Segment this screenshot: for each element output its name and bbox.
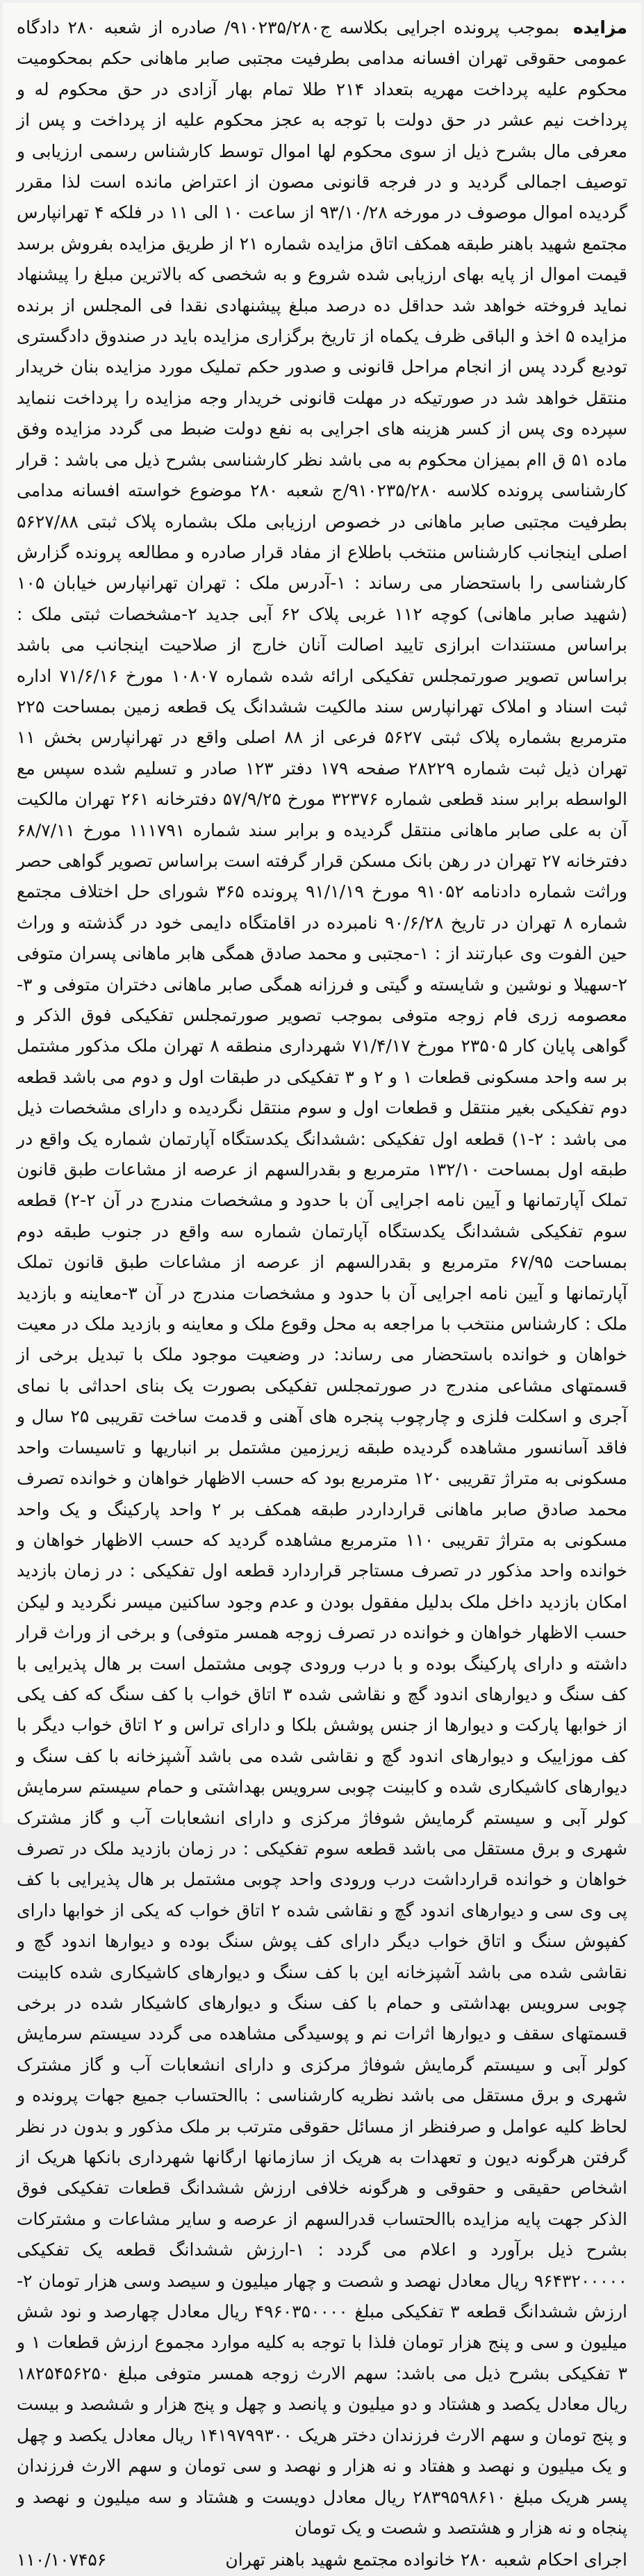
reference-number: ۱۱۰/۱۰۷۴۵۶ — [17, 2550, 107, 2570]
notice-title: مزایده — [572, 17, 628, 38]
notice-footer — [17, 2545, 627, 2575]
newspaper-notice — [3, 3, 641, 2570]
notice-body-block — [17, 13, 627, 2543]
notice-body: بموجب پرونده اجرایی بکلاسه ج۹۱۰۲۳۵/۲۸۰/ صادره از شعبه ۲۸۰ دادگاه عمومی حقوقی تهران افسانه مدامی بطرفیت مجتبی صابر ماهانی حکم بمحکومیت محکوم علیه پرداخت مهریه بتعداد ۲۱۴ طلا تمام بهار آزادی در حق محکوم له و پرداخت نیم عشر در حق دولت با توجه به عجز محکوم علیه از پرداخت و پس از معرفی مال بشرح ذیل از سوی محکوم لها اموال توسط کارشناس رسمی ارزیابی و توصیف اجمالی گردید و در فرجه قانونی مصون از اعتراض مانده است لذا مقرر گردیده اموال موصوف در مورخه ۹۳/۱۰/۲۸ از ساعت ۱۰ الی ۱۱ در فلکه ۴ تهرانپارس مجتمع شهید باهنر طبقه همکف اتاق مزایده شماره ۲۱ از طریق مزایده بفروش برسد قیمت اموال از پایه بهای ارزیابی شده شروع و به شخصی که بالاترین مبلغ را پیشنهاد نماید فروخته خواهد شد حداقل ده درصد مبلغ پیشنهادی نقدا فی المجلس از برنده مزایده ۵ اخذ و الباقی ظرف یکماه از تاریخ برگزاری مزایده باید در صندوق دادگستری تودیع گردد پس از انجام مراحل قانونی و صدور حکم تملیک مورد مزایده بنان خریدار منتقل خواهد شد در صورتیکه در مهلت قانونی خریدار وجه مزایده را پرداخت ننماید سپرده وی پس از کسر هزینه های اجرایی به نفع دولت ضبط می گردد مزایده وفق ماده ۵۱ ق اام بمیزان محکوم به می باشد نظر کارشناسی بشرح ذیل می باشد : قرار کارشناسی پرونده کلاسه ۹۱۰۲۳۵/۲۸۰/ج شعبه ۲۸۰ موضوع خواسته افسانه مدامی بطرفیت مجتبی صابر ماهانی در خصوص ارزیابی ملک بشماره پلاک ثبتی ۵۶۲۷/۸۸ اصلی اینجانب کارشناس منتخب باطلاع از مفاد قرار صادره و مطالعه پرونده گزارش کارشناسی را باستحضار می رساند : ۱-آدرس ملک : تهران تهرانپارس خیابان ۱۰۵ (شهید صابر ماهانی) کوچه ۱۱۲ غربی پلاک ۶۲ آبی جدید ۲-مشخصات ثبتی ملک : براساس مستندات ابرازی تایید اصالت آنان خارج از صلاحیت اینجانب می باشد براساس تصویر صورتمجلس تفکیکی ارائه شده شماره ۱۰۸۰۷ مورخ ۷۱/۶/۱۶ اداره ثبت اسناد و املاک تهرانپارس سند مالکیت ششدانگ یک قطعه زمین بمساحت ۲۲۵ مترمربع بشماره پلاک ثبتی ۵۶۲۷ فرعی از ۸۸ اصلی واقع در تهرانپارس بخش ۱۱ تهران ذیل ثبت شماره ۲۸۲۲۹ صفحه ۱۷۹ دفتر ۱۲۳ صادر و تسلیم شده سپس مع الواسطه برابر سند قطعی شماره ۳۲۳۷۶ مورخ ۵۷/۹/۲۵ دفترخانه ۲۶۱ تهران مالکیت آن به علی صابر ماهانی منتقل گردیده و برابر سند شماره ۱۱۱۷۹۱ مورخ ۶۸/۷/۱۱ دفترخانه ۲۷ تهران در رهن بانک مسکن قرار گرفته است براساس تصویر گواهی حصر وراثت شماره دادنامه ۹۱۰۵۲ مورخ ۹۱/۱/۱۹ پرونده ۳۶۵ شورای حل اختلاف مجتمع شماره ۸ تهران در تاریخ ۹۰/۶/۲۸ نامبرده در اقامتگاه دایمی خود در گذشته و وراث حین الفوت وی عبارتند از : ۱-مجتبی و محمد صادق همگی هابر ماهانی پسران متوفی ۲-سهیلا و نوشین و شایسته و گیتی و فرزانه همگی صابر ماهانی دختران متوفی و ۳-معصومه زری فام زوجه متوفی بموجب تصویر صورتمجلس تفکیکی فوق الذکر و گواهی پایان کار ۲۳۵۰۵ مورخ ۷۱/۴/۱۷ شهرداری منطقه ۸ تهران ملک مذکور مشتمل بر سه واحد مسکونی قطعات ۱ و ۲ و ۳ تفکیکی در طبقات اول و دوم می باشد قطعه دوم تفکیکی بغیر منتقل و قطعات اول و سوم منتقل نگردیده و دارای مشخصات ذیل می باشد : ۲-۱) قطعه اول تفکیکی :ششدانگ یکدستگاه آپارتمان شماره یک واقع در طبقه اول بمساحت ۱۳۲/۱۰ مترمربع و بقدرالسهم از عرصه از مشاعات طبق قانون تملک آپارتمانها و آیین نامه اجرایی آن با حدود و مشخصات مندرج در آن ۲-۲) قطعه سوم تفکیکی ششدانگ یکدستگاه آپارتمان شماره سه واقع در جنوب طبقه دوم بمساحت ۶۷/۹۵ مترمربع و بقدرالسهم از عرصه از مشاعات طبق قانون تملک آپارتمانها و آیین نامه اجرایی آن با حدود و مشخصات مندرج در آن ۳-معاینه و بازدید ملک : کارشناس منتخب با مراجعه به محل وقوع ملک و معاینه و بازدید ملک در معیت خواهان و خوانده باستحضار می رساند: در وضعیت موجود ملک با تبدیل برخی از قسمتهای مشاعی مندرج در صورتمجلس تفکیکی بصورت یک بنای احداثی با نمای آجری و اسکلت فلزی و چارچوب پنجره های آهنی و قدمت ساخت تقریبی ۲۵ سال و فاقد آسانسور مشاهده گردیده طبقه زیرزمین مشتمل بر انباریها و تاسیسات واحد مسکونی به متراژ تقریبی ۱۲۰ مترمربع بود که حسب الاظهار خواهان و خوانده تصرف محمد صادق صابر ماهانی قرارداردر طبقه همکف بر ۲ واحد پارکینگ و یک واحد مسکونی به متراژ تقریبی ۱۱۰ مترمربع مشاهده گردید که حسب الاظهار خواهان و خوانده واحد مذکور در تصرف مستاجر قراردارد قطعه اول تفکیکی : در زمان بازدید امکان بازدید داخل ملک بدلیل مفقول بودن و عدم وجود ساکنین میسر نگردید و لیکن حسب الاظهار خواهان و خوانده در تصرف زوجه همسر متوفی) و برخی از وراث قرار داشته و دارای پارکینگ بوده و با درب ورودی چوبی مشتمل است بر هال پذیرایی با کف سنگ و دیوارهای اندود گچ و نقاشی شده ۳ اتاق خواب با کف سنگ که کف یکی از خوابها پارکت و دیوارها از جنس پوشش بلکا و دارای تراس و ۲ اتاق خواب دیگر با کف موزاییک و دیوارهای اندود گچ و نقاشی شده می باشد آشپزخانه با کف سنگ و دیوارهای کاشیکاری شده و کابینت چوبی سرویس بهداشتی و حمام سیستم سرمایش کولر آبی و سیستم گرمایش شوفاژ مرکزی و دارای انشعابات آب و گاز مشترک شهری و برق مستقل می باشد قطعه سوم تفکیکی : در زمان بازدید ملک در تصرف خواهان و خوانده قرارداشت درب ورودی واحد چوبی مشتمل بر هال پذیرایی با کف پی وی سی و دیوارهای اندود گچ و نقاشی شده ۲ اتاق خواب که یکی از خوابها دارای کفپوش سنگ و اتاق خواب دیگر دارای کف پوش سنگ بوده و دیوارها اندود گچ و نقاشی شده می باشد آشپزخانه این با کف سنگ و دیوارهای کاشیکاری شده کابینت چوبی سرویس بهداشتی و حمام با کف سنگ و دیوارهای کاشیکار شده در برخی قسمتهای سقف و دیوارها اثرات نم و پوسیدگی مشاهده می گردد سیستم سرمایش کولر آبی و سیستم گرمایش شوفاژ مرکزی و دارای انشعابات آب و گاز مشترک شهری و برق مستقل می باشد نظریه کارشناسی : باالحتساب جمیع جهات پرونده و لحاظ کلیه عوامل و صرفنظر از مسائل حقوقی مترتب بر ملک مذکور و بدون در نظر گرفتن هرگونه دیون و تعهدات به هریک از سازمانها ارگانها شهرداری بانکها هریک از اشخاص حقیقی و حقوقی و هرگونه خلافی ارزش ششدانگ قطعات تفکیکی فوق الذکر جهت پایه مزایده باالحتساب قدرالسهم از عرصه و سایر مشاعات و مشترکات بشرح ذیل برآورد و اعلام می گردد : ۱-ارزش ششدانگ قطعه یک تفکیکی ۹۶۴۳۲۰۰۰۰۰ ریال معادل نهصد و شصت و چهار میلیون و سیصد وسی هزار تومان ۲-ارزش ششدانگ قطعه ۳ تفکیکی مبلغ ۴۹۶۰۳۵۰۰۰۰ ریال معادل چهارصد و نود شش میلیون و سی و پنج هزار تومان فلذا با توجه به کلیه موارد مجموع ارزش قطعات ۱ و ۳ تفکیکی بشرح ذیل می باشد: سهم الارث زوجه همسر متوفی مبلغ ۱۸۲۵۴۵۶۲۵۰ ریال معادل یکصد و هشتاد و دو میلیون و پانصد و چهل و پنج هزار و ششصد و بیست و پنج تومان و سهم الارث فرزندان دختر هریک ۱۴۱۹۷۹۹۳۰۰ ریال معادل یکصد و چهل و یک میلیون و نهصد و هفتاد و نه هزار و نهصد و سی تومان و سهم الارث فرزندان پسر هریک مبلغ ۲۸۳۹۵۹۸۶۱۰ ریال معادل دویست و هشتاد و سه میلیون و نهصد و پنجاه و نه هزار و هشتصد و شصت و یک تومان — [17, 17, 628, 2538]
issuer-signature: اجرای احکام شعبه ۲۸۰ خانواده مجتمع شهید باهنر تهران — [225, 2550, 627, 2570]
